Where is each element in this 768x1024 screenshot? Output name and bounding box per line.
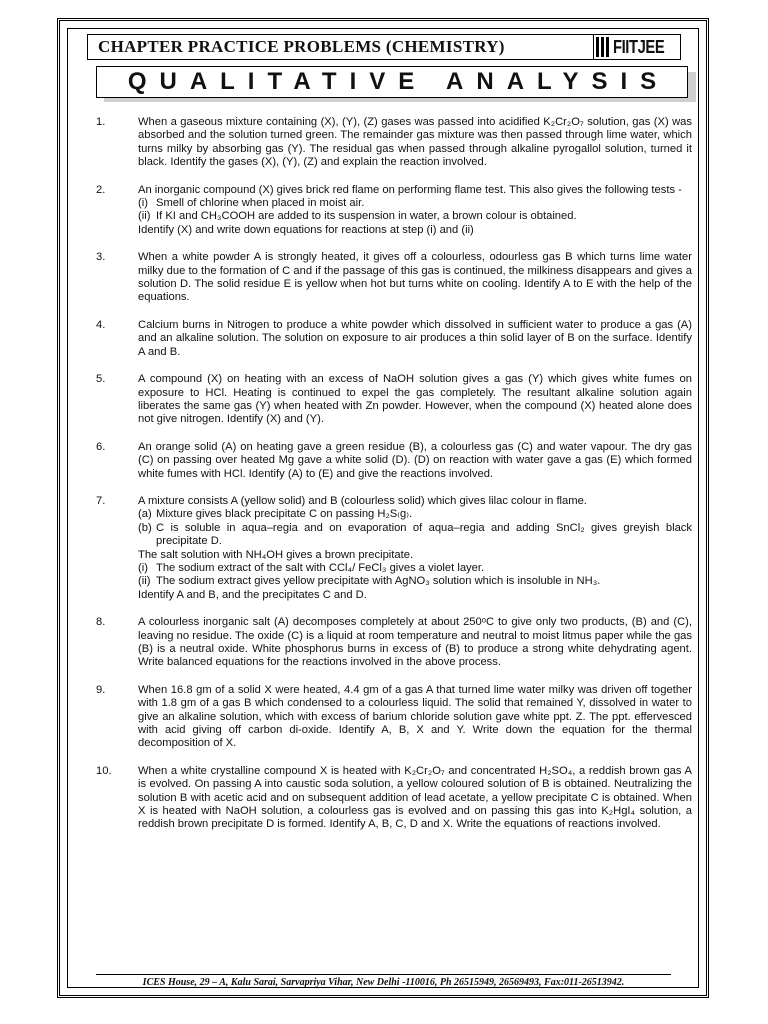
- question-intro: A mixture consists A (yellow solid) and B (colourless solid) which gives lilac colour in flame.: [138, 494, 587, 507]
- question-text: A compound (X) on heating with an excess of NaOH solution gives a gas (Y) which gives white fumes on exposure to HCl. Heating is continued to expel the gas completely. The resultant alkaline solution again liberates the same gas (Y) when heated with Zn powder. However, when the compound (X) heated alone does not give nitrogen. Identify (X) and (Y).: [138, 373, 692, 426]
- sub-item: [138, 575, 692, 588]
- sub-item-mark: (ii): [138, 210, 151, 223]
- question-text: When a white powder A is strongly heated, it gives off a colourless, odourless gas B which turns lime water milky due to the formation of C and if the passage of this gas is continued, the milkiness disappears and gives a solution D. The solid residue E is yellow when hot but turns white on cooling. Identify A to E with the help of the equations.: [138, 251, 692, 304]
- question-8: [96, 616, 692, 670]
- question-number: 1.: [96, 116, 106, 128]
- question-3: [96, 251, 692, 305]
- question-mid: The salt solution with NH₄OH gives a brown precipitate.: [138, 548, 414, 561]
- question-number: 3.: [96, 251, 106, 264]
- question-text: An orange solid (A) on heating gave a green residue (B), a colourless gas (C) and water vapour. The dry gas (C) on passing over heated Mg gave a white solid (D). (D) on reaction with water gave a gas (E) which formed white fumes with HCl. Identify (A) to (E) and give the reactions involved.: [138, 440, 692, 480]
- sub-item-mark: (ii): [138, 575, 151, 588]
- question-9: [96, 684, 692, 751]
- footer-address: ICES House, 29 – A, Kalu Sarai, Sarvapriya Vihar, New Delhi -110016, Ph 26515949, 26569493, Fax:011-26513942.: [142, 977, 625, 988]
- question-text: When a gaseous mixture containing (X), (Y), (Z) gases was passed into acidified K₂Cr₂O₇ solution, gas (X) was absorbed and the solution turned green. The remainder gas mixture was then passed through lime water, which turns milky by absorbing gas (Y). The residual gas when passed through alkaline pyrogallol solution, turned it black. Identify the gases (X), (Y), (Z) and explain the reaction involved.: [138, 116, 692, 169]
- sub-item: [138, 197, 692, 210]
- question-7: [96, 495, 692, 602]
- sub-item-mark: (i): [138, 197, 148, 210]
- brand-logo: [593, 35, 680, 59]
- question-number: 9.: [96, 683, 106, 696]
- question-text: When a white crystalline compound X is heated with K₂Cr₂O₇ and concentrated H₂SO₄, a reddish brown gas A is evolved. On passing A into caustic soda solution, a yellow coloured solution of B is obtained. Neutralizing the solution B with acetic acid and on subsequent addition of lead acetate, a yellow precipitate C is obtained. When X is heated with NaOH solution, a colourless gas is evolved and on passing this gas into K₂HgI₄ solution, a reddish brown precipitate D is formed. Identify A, B, C, D and X. Write the equations of reactions involved.: [138, 764, 692, 831]
- question-number: 5.: [96, 373, 106, 386]
- question-number: 2.: [96, 183, 106, 196]
- question-list: [96, 116, 692, 846]
- chapter-header: [87, 34, 681, 60]
- question-number: 6.: [96, 440, 106, 453]
- brand-name: FIITJEE: [613, 36, 665, 57]
- sub-item-text: The sodium extract of the salt with CCl₄/ FeCl₃ gives a violet layer.: [156, 561, 485, 574]
- sub-item-mark: (i): [138, 561, 148, 574]
- sub-item-mark: (a): [138, 508, 152, 521]
- question-number: 4.: [96, 318, 106, 331]
- brand-bars-icon: [596, 37, 609, 57]
- sub-item: [138, 562, 692, 575]
- question-number: 7.: [96, 494, 106, 507]
- question-text: A colourless inorganic salt (A) decomposes completely at about 250ᵒC to give only two products, (B) and (C), leaving no residue. The oxide (C) is a liquid at room temperature and neutral to moist litmus paper while the gas (B) is a neutral oxide. White phosphorus burns in excess of (B) to produce a strong white dehydrating agent. Write balanced equations for the reactions involved in the above process.: [138, 616, 692, 669]
- question-number: 10.: [96, 764, 112, 777]
- sub-item-mark: (b): [138, 521, 152, 534]
- sub-item-text: C is soluble in aqua–regia and on evaporation of aqua–regia and adding SnCl₂ gives greyish black precipitate D.: [156, 521, 692, 548]
- sub-item-text: If KI and CH₃COOH are added to its suspension in water, a brown colour is obtained.: [156, 210, 577, 223]
- question-4: [96, 319, 692, 359]
- question-10: [96, 765, 692, 832]
- question-text: Calcium burns in Nitrogen to produce a white powder which dissolved in sufficient water to produce a gas (A) and an alkaline solution. The solution on exposure to air produces a thin solid layer of B on the surface. Identify A and B.: [138, 318, 692, 358]
- topic-title-box: [96, 66, 688, 98]
- topic-title: QUALITATIVE ANALYSIS: [127, 68, 670, 95]
- sub-item-text: Smell of chlorine when placed in moist air.: [156, 197, 365, 210]
- question-number: 8.: [96, 616, 106, 629]
- footer-divider: [96, 974, 671, 975]
- sub-item: [138, 508, 692, 521]
- question-2: [96, 184, 692, 238]
- chapter-title: CHAPTER PRACTICE PROBLEMS (CHEMISTRY): [98, 37, 505, 56]
- question-6: [96, 441, 692, 481]
- sub-item-text: Mixture gives black precipitate C on passing H₂S₍g₎.: [156, 508, 413, 521]
- question-text: When 16.8 gm of a solid X were heated, 4.4 gm of a gas A that turned lime water milky was driven off together with 1.8 gm of a gas B which condensed to a colourless liquid. The solid that remained Y, dissolved in water to give an alkaline solution, which with excess of barium chloride solution gave white ppt. Z. The ppt. effervesced with acid giving off carbon di-oxide. Identify A, B, X and Y. Write down the equation for the thermal decomposition of X.: [138, 683, 692, 750]
- question-outro: Identify A and B, and the precipitates C and D.: [138, 588, 367, 601]
- sub-item-text: The sodium extract gives yellow precipitate with AgNO₃ solution which is insoluble in NH₃.: [156, 575, 601, 588]
- sub-item: [138, 210, 692, 223]
- question-intro: An inorganic compound (X) gives brick red flame on performing flame test. This also gives the following tests -: [138, 183, 682, 196]
- question-1: [96, 116, 692, 170]
- sub-item: [138, 522, 692, 549]
- question-outro: Identify (X) and write down equations for reactions at step (i) and (ii): [138, 223, 474, 236]
- question-5: [96, 373, 692, 427]
